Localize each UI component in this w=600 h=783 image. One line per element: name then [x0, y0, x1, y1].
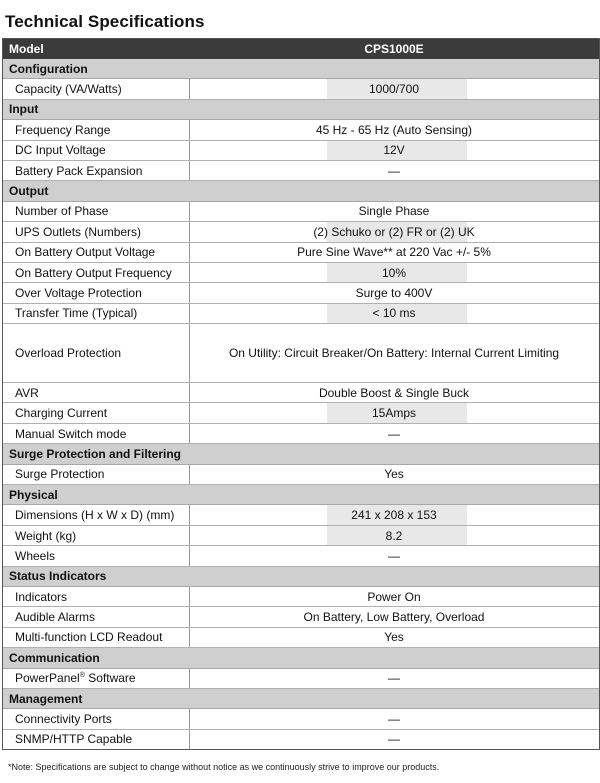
spec-value [189, 79, 599, 98]
spec-label: Battery Pack Expansion [15, 163, 143, 178]
spec-row [3, 587, 599, 607]
spec-value-text: 241 x 208 x 153 [351, 508, 437, 523]
section-header-row [3, 567, 599, 587]
spec-value-text: 10% [381, 265, 407, 280]
section-title: Management [9, 691, 83, 706]
spec-row [3, 79, 599, 99]
spec-value [189, 141, 599, 160]
spec-label: Number of Phase [15, 204, 109, 219]
spec-label: AVR [15, 385, 39, 400]
spec-label: Surge Protection [15, 467, 105, 482]
spec-label: Multi-function LCD Readout [15, 630, 163, 645]
spec-row [3, 383, 599, 403]
spec-row [3, 628, 599, 648]
spec-label: Transfer Time (Typical) [15, 306, 138, 321]
spec-value [189, 709, 599, 728]
spec-label: UPS Outlets (Numbers) [15, 224, 142, 239]
spec-value-text: — [388, 163, 400, 178]
spec-row [3, 669, 599, 689]
spec-value-text: Yes [384, 467, 404, 482]
section-header-row [3, 59, 599, 79]
spec-label: SNMP/HTTP Capable [15, 732, 133, 747]
section-header-row [3, 100, 599, 120]
spec-value-text: < 10 ms [372, 306, 416, 321]
spec-value-text: 1000/700 [368, 82, 420, 97]
spec-value [189, 587, 599, 606]
spec-value-text: — [388, 426, 400, 441]
spec-value [189, 383, 599, 402]
spec-value [189, 505, 599, 524]
section-title: Output [9, 184, 49, 199]
spec-label: DC Input Voltage [15, 143, 106, 158]
spec-row [3, 324, 599, 383]
spec-label: Over Voltage Protection [15, 285, 142, 300]
spec-value-text: — [388, 671, 400, 686]
spec-row [3, 283, 599, 303]
spec-value [189, 324, 599, 382]
spec-value [189, 669, 599, 688]
spec-value [189, 304, 599, 323]
spec-value-text: Surge to 400V [355, 285, 433, 300]
spec-value [189, 263, 599, 282]
spec-value [189, 243, 599, 262]
spec-value-text: 15Amps [371, 406, 417, 421]
spec-label: Audible Alarms [15, 610, 96, 625]
spec-value-text: Power On [367, 589, 421, 604]
spec-label: On Battery Output Voltage [15, 245, 156, 260]
model-label: Model [9, 41, 44, 56]
spec-row [3, 526, 599, 546]
spec-value-text: 45 Hz - 65 Hz (Auto Sensing) [315, 122, 473, 137]
spec-value-text: (2) Schuko or (2) FR or (2) UK [313, 224, 475, 239]
spec-row [3, 403, 599, 423]
spec-value-text: On Battery, Low Battery, Overload [303, 610, 485, 625]
section-title: Status Indicators [9, 569, 107, 584]
spec-row [3, 161, 599, 181]
spec-value [189, 526, 599, 545]
spec-label: Connectivity Ports [15, 712, 112, 727]
spec-row [3, 202, 599, 222]
spec-row [3, 222, 599, 242]
spec-row [3, 424, 599, 444]
spec-value-text: — [388, 712, 400, 727]
spec-label: On Battery Output Frequency [15, 265, 172, 280]
spec-value-text: 12V [383, 143, 405, 158]
spec-label: Indicators [15, 589, 68, 604]
spec-value [189, 202, 599, 221]
spec-value [189, 730, 599, 749]
spec-row [3, 730, 599, 749]
spec-value [189, 607, 599, 626]
footnote: *Note: Specifications are subject to change without notice as we continuously strive to improve our products. [8, 762, 440, 772]
spec-label: PowerPanel® Software [15, 671, 136, 686]
spec-value-text: Double Boost & Single Buck [318, 385, 470, 400]
spec-value [189, 222, 599, 241]
spec-label: Wheels [15, 548, 56, 563]
spec-row [3, 465, 599, 485]
spec-label: Weight (kg) [15, 528, 77, 543]
model-value: CPS1000E [364, 41, 424, 56]
spec-value [189, 161, 599, 180]
spec-label: Charging Current [15, 406, 108, 421]
spec-value [189, 283, 599, 302]
model-header-row [3, 39, 599, 59]
section-title: Input [9, 102, 39, 117]
section-header-row [3, 181, 599, 201]
spec-row [3, 709, 599, 729]
section-title: Communication [9, 650, 100, 665]
spec-label: Overload Protection [15, 346, 122, 361]
spec-row [3, 263, 599, 283]
spec-row [3, 141, 599, 161]
section-title: Physical [9, 487, 58, 502]
section-header-row [3, 444, 599, 464]
spec-value [189, 546, 599, 565]
spec-value-text: — [388, 548, 400, 563]
spec-value-text: On Utility: Circuit Breaker/On Battery: Internal Current Limiting [228, 346, 560, 361]
spec-label: Frequency Range [15, 122, 111, 137]
section-header-row [3, 648, 599, 668]
spec-table [2, 38, 600, 750]
spec-value [189, 628, 599, 647]
spec-value [189, 465, 599, 484]
spec-label: Manual Switch mode [15, 426, 127, 441]
page-title: Technical Specifications [5, 12, 205, 31]
spec-row [3, 505, 599, 525]
spec-value [189, 120, 599, 139]
section-header-row [3, 689, 599, 709]
spec-label: Capacity (VA/Watts) [15, 82, 122, 97]
section-title: Surge Protection and Filtering [9, 446, 182, 461]
section-title: Configuration [9, 61, 88, 76]
section-header-row [3, 485, 599, 505]
spec-row [3, 120, 599, 140]
spec-value-text: 8.2 [385, 528, 403, 543]
spec-value [189, 424, 599, 443]
spec-value-text: Pure Sine Wave** at 220 Vac +/- 5% [297, 245, 491, 260]
spec-row [3, 607, 599, 627]
spec-value-text: Single Phase [358, 204, 430, 219]
spec-label: Dimensions (H x W x D) (mm) [15, 508, 175, 523]
spec-row [3, 243, 599, 263]
spec-value-text: — [388, 732, 400, 747]
spec-value [189, 403, 599, 422]
spec-row [3, 546, 599, 566]
spec-row [3, 304, 599, 324]
spec-value-text: Yes [384, 630, 404, 645]
